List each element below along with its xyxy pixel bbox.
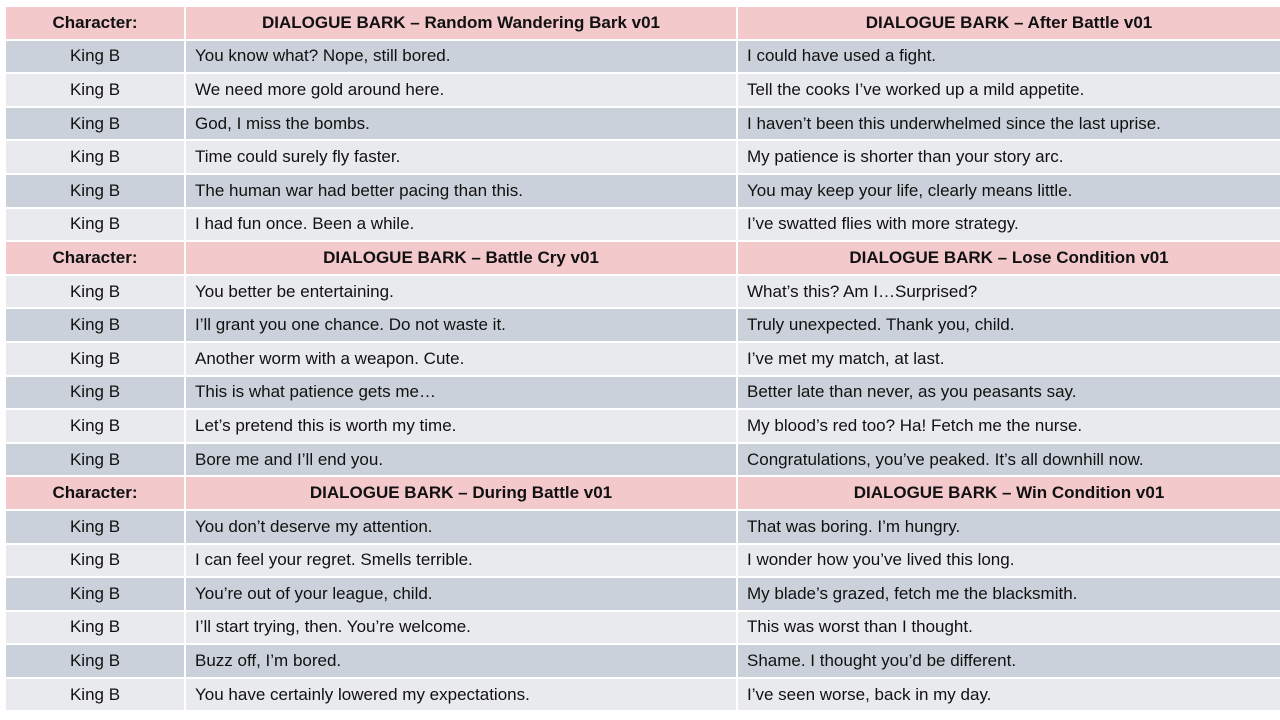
left-line-cell: Let’s pretend this is worth my time. xyxy=(186,410,738,444)
left-line-cell: I’ll start trying, then. You’re welcome. xyxy=(186,612,738,646)
table-row xyxy=(6,679,1280,713)
right-line-cell: I’ve seen worse, back in my day. xyxy=(738,679,1280,713)
left-line-cell: I had fun once. Been a while. xyxy=(186,209,738,243)
character-cell: King B xyxy=(6,545,186,579)
table-row xyxy=(6,377,1280,411)
section-header-row xyxy=(6,242,1280,276)
left-line-cell: This is what patience gets me… xyxy=(186,377,738,411)
left-section-title: DIALOGUE BARK – During Battle v01 xyxy=(186,477,738,511)
right-line-cell: Tell the cooks I’ve worked up a mild appetite. xyxy=(738,74,1280,108)
left-line-cell: God, I miss the bombs. xyxy=(186,108,738,142)
right-line-cell: My blood’s red too? Ha! Fetch me the nurse. xyxy=(738,410,1280,444)
right-section-title: DIALOGUE BARK – After Battle v01 xyxy=(738,7,1280,41)
character-cell: King B xyxy=(6,679,186,713)
character-cell: King B xyxy=(6,175,186,209)
table-row xyxy=(6,444,1280,478)
table-row xyxy=(6,343,1280,377)
character-cell: King B xyxy=(6,444,186,478)
character-cell: King B xyxy=(6,276,186,310)
table-row xyxy=(6,309,1280,343)
left-line-cell: We need more gold around here. xyxy=(186,74,738,108)
right-line-cell: You may keep your life, clearly means little. xyxy=(738,175,1280,209)
character-cell: King B xyxy=(6,511,186,545)
right-section-title: DIALOGUE BARK – Lose Condition v01 xyxy=(738,242,1280,276)
character-cell: King B xyxy=(6,209,186,243)
left-line-cell: You have certainly lowered my expectations. xyxy=(186,679,738,713)
right-line-cell: Truly unexpected. Thank you, child. xyxy=(738,309,1280,343)
right-line-cell: I haven’t been this underwhelmed since the last uprise. xyxy=(738,108,1280,142)
table-row xyxy=(6,108,1280,142)
left-line-cell: I’ll grant you one chance. Do not waste it. xyxy=(186,309,738,343)
table-row xyxy=(6,511,1280,545)
character-cell: King B xyxy=(6,410,186,444)
left-line-cell: You know what? Nope, still bored. xyxy=(186,41,738,75)
left-section-title: DIALOGUE BARK – Battle Cry v01 xyxy=(186,242,738,276)
left-line-cell: Buzz off, I’m bored. xyxy=(186,645,738,679)
right-line-cell: Shame. I thought you’d be different. xyxy=(738,645,1280,679)
section-header-row xyxy=(6,7,1280,41)
right-line-cell: I could have used a fight. xyxy=(738,41,1280,75)
right-line-cell: Better late than never, as you peasants say. xyxy=(738,377,1280,411)
character-cell: King B xyxy=(6,74,186,108)
left-line-cell: Time could surely fly faster. xyxy=(186,141,738,175)
table-row xyxy=(6,209,1280,243)
left-line-cell: You’re out of your league, child. xyxy=(186,578,738,612)
table-row xyxy=(6,141,1280,175)
table-row xyxy=(6,175,1280,209)
table-row xyxy=(6,276,1280,310)
dialogue-table xyxy=(6,7,1280,712)
section-header-row xyxy=(6,477,1280,511)
left-section-title: DIALOGUE BARK – Random Wandering Bark v01 xyxy=(186,7,738,41)
right-line-cell: Congratulations, you’ve peaked. It’s all downhill now. xyxy=(738,444,1280,478)
left-line-cell: I can feel your regret. Smells terrible. xyxy=(186,545,738,579)
table-row xyxy=(6,578,1280,612)
right-section-title: DIALOGUE BARK – Win Condition v01 xyxy=(738,477,1280,511)
left-line-cell: Bore me and I’ll end you. xyxy=(186,444,738,478)
right-line-cell: This was worst than I thought. xyxy=(738,612,1280,646)
table-row xyxy=(6,410,1280,444)
right-line-cell: My blade’s grazed, fetch me the blacksmith. xyxy=(738,578,1280,612)
left-line-cell: Another worm with a weapon. Cute. xyxy=(186,343,738,377)
table-row xyxy=(6,612,1280,646)
character-cell: King B xyxy=(6,578,186,612)
right-line-cell: That was boring. I’m hungry. xyxy=(738,511,1280,545)
character-cell: King B xyxy=(6,343,186,377)
character-cell: King B xyxy=(6,309,186,343)
right-line-cell: I’ve met my match, at last. xyxy=(738,343,1280,377)
character-cell: King B xyxy=(6,108,186,142)
right-line-cell: I’ve swatted flies with more strategy. xyxy=(738,209,1280,243)
left-line-cell: The human war had better pacing than this. xyxy=(186,175,738,209)
character-header: Character: xyxy=(6,477,186,511)
character-header: Character: xyxy=(6,242,186,276)
character-cell: King B xyxy=(6,645,186,679)
character-cell: King B xyxy=(6,41,186,75)
table-row xyxy=(6,74,1280,108)
character-header: Character: xyxy=(6,7,186,41)
right-line-cell: What’s this? Am I…Surprised? xyxy=(738,276,1280,310)
left-line-cell: You don’t deserve my attention. xyxy=(186,511,738,545)
right-line-cell: I wonder how you’ve lived this long. xyxy=(738,545,1280,579)
right-line-cell: My patience is shorter than your story arc. xyxy=(738,141,1280,175)
table-row xyxy=(6,545,1280,579)
left-line-cell: You better be entertaining. xyxy=(186,276,738,310)
character-cell: King B xyxy=(6,141,186,175)
character-cell: King B xyxy=(6,612,186,646)
table-row xyxy=(6,645,1280,679)
character-cell: King B xyxy=(6,377,186,411)
table-row xyxy=(6,41,1280,75)
